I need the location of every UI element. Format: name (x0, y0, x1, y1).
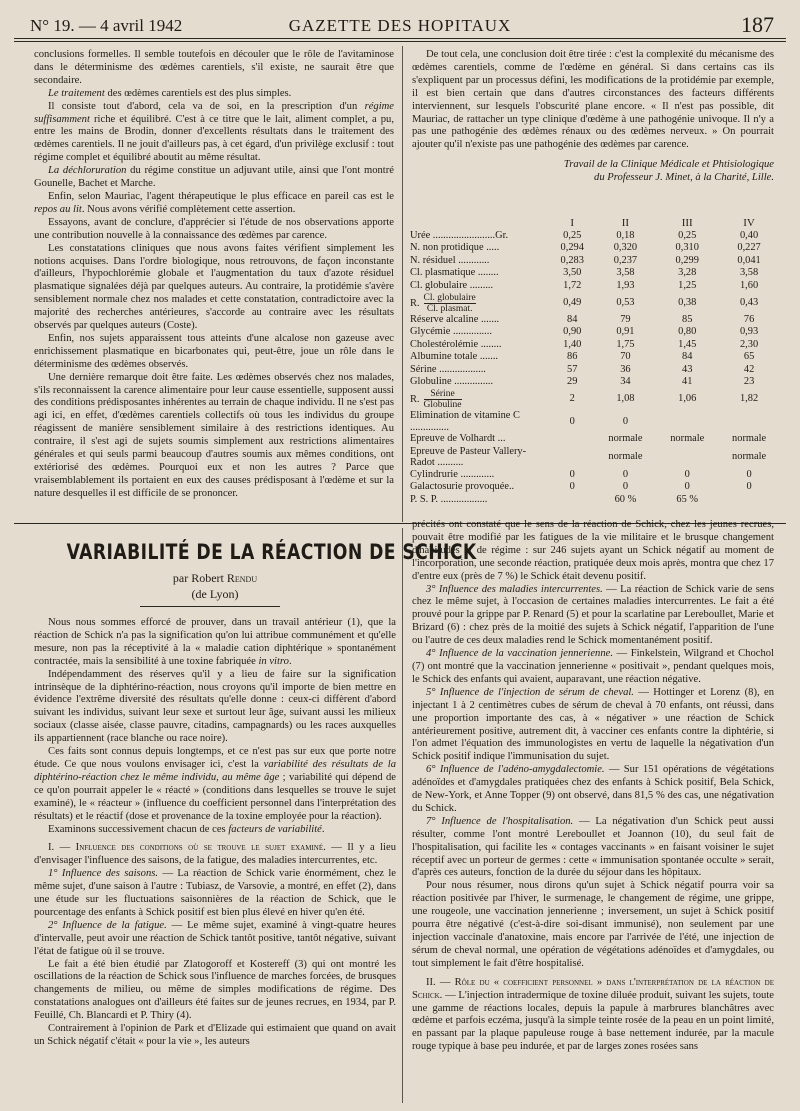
table-row (408, 351, 780, 363)
article-title: VARIABILITÉ DE LA RÉACTION DE SCHICK (66, 540, 477, 564)
table-cell: 2,30 (739, 338, 759, 350)
row-label: Globuline ............... (410, 376, 494, 388)
table-cell: 86 (567, 351, 578, 363)
table-cell: 0,93 (739, 326, 759, 338)
paragraph-text: Enfin, selon Mauriac, l'agent thérapeutique le plus efficace en pareil cas est le (48, 190, 394, 202)
paragraph: Le fait a été bien étudié par Zlatogoroff et Kostereff (3) qui ont montré les oscillations de la réaction de Schick sous l'influence de marches forcées, de brusques changements de milieu, ou même de simples modifications de régime. Des constatations analogues ont d'ailleurs été faites sur de jeunes recrues, en 1934, par P. Feuillé, Ch. Blancardi et P. Thiry (4). (34, 958, 396, 1022)
table-cell: 0 (746, 468, 752, 480)
paragraph: Essayons, avant de conclure, d'apprécier si l'étude de nos observations apporte une contribution nouvelle à la connaissance des œdèmes par carence. (34, 216, 394, 241)
table-cell: 0 (569, 415, 575, 427)
table-cell: 0,25 (563, 230, 582, 241)
row-label: Cylindrurie ............. (410, 468, 495, 480)
bottom-right-column (412, 519, 774, 1054)
row-label: Elimination de vitamine C ............... (410, 410, 520, 433)
paragraph: conclusions formelles. Il semble toutefois en découler que le rôle de l'avitaminose dans le déterminisme des œdèmes carentiels, s'il existe, ne saurait être que secondaire. (34, 49, 394, 86)
table-cell: 0,320 (613, 242, 638, 254)
author-line (34, 570, 396, 586)
paragraph-text: — La réaction de Schick varie de sens chez le même sujet, à l'occasion de certaines maladies intercurrentes. Le fait a été prouvé pour la grippe par P. Renard (5) et pour la scarlatine par Lereboullet, Marie et Brizard (6) : chez près de la moitié des sujets à Schick négatif, l'apparition de l'une ou l'autre de ces deux maladies rend le Schick momentanément positif. (412, 583, 774, 647)
table-cell: 60 % (614, 493, 637, 505)
row-label (408, 292, 550, 314)
table-cell: 0,227 (737, 242, 761, 254)
paragraph (34, 88, 394, 101)
table-cell: 3,58 (739, 267, 759, 279)
paragraph (34, 746, 396, 823)
table-row (408, 446, 780, 469)
table-cell: 42 (743, 363, 755, 375)
paragraph: Une dernière remarque doit être faite. Les œdèmes observés chez nos malades, s'ils reconnaissent la carence alimentaire pour leur cause essentielle, supposent aussi des conditions prédisposantes inhérentes au terrain de chaque individu. Il ne s'est pas agi ici, en effet, d'œdèmes carentiels collectifs où tous les individus du groupe réagissent de manière sensiblement similaire à des restrictions identiques. Au contraire, il s'est agi de sujets soumis simplement aux restrictions alimentaires générales et qui seuls parmi beaucoup d'autres soumis aux mêmes conditions, ont extériorisé des œdèmes. Pourquoi eux et non les autres ? Parce que vraisemblablement ils portaient en eux des causes prédisposant à l'œdème et sur la nature desquelles il est difficile de se prononcer. (34, 371, 394, 499)
table-cell: 0,53 (616, 296, 635, 308)
table-cell: 1,75 (616, 338, 635, 350)
fraction-numerator: Cl. globulaire (423, 292, 476, 303)
page-number: 187 (741, 12, 774, 37)
table-row (408, 267, 780, 279)
table-cell: 2 (569, 393, 575, 405)
table-cell (718, 410, 780, 433)
paragraph: De tout cela, une conclusion doit être tirée : c'est la complexité du mécanisme des œdèmes carentiels, comme de l'œdème en général. Si dans certains cas ils s'expliquent par un processus défini, les modifications de la protidémie par exemple, il est bien certain que dans d'autres circonstances des facteurs différents interviennent, sur lesquels l'obscurité plane encore. « Il n'est pas possible, dit Mauriac, de rattacher un type clinique d'œdème à une pathogénie univoque. Il n'y a pas une pathogénie des œdèmes rénaux ou des œdèmes nerveux. » On pourrait ajouter qu'il n'existe pas une pathogénie des œdèmes par carence. (412, 49, 774, 151)
table-cell (550, 446, 595, 469)
table-body (408, 230, 780, 506)
emphasis: variabilité des résultats de la diphtérino-réaction chez le même individu, au même âge (34, 758, 396, 783)
table-cell (550, 433, 595, 445)
header-rule (14, 38, 786, 39)
row-label: Réserve alcaline ....... (410, 314, 500, 326)
table-cell: 1,08 (616, 393, 635, 405)
paragraph (412, 584, 774, 649)
table-cell: 1,40 (563, 338, 582, 350)
paragraph (34, 165, 394, 191)
paragraph-text: riche et équilibré. C'est à ce titre que le lait, aliment complet, a pu, entre les mains de Brodin, donner d'excellents résultats dans le traitement des œdèmes carentiels. Il ne jouit d'ailleurs pas, à cet égard, d'un privilège exclusif : tout régime complet et équilibré aboutit au même résultat. (34, 113, 394, 164)
table-corner (408, 216, 550, 230)
paragraph-text: — La réaction de Schick varie énormément, chez le même sujet, d'une saison à l'autre : Tubiasz, de Varsovie, a montré, en effet (2), dans une étude sur les fluctuations saisonnières de la réaction de Schick, que le pourcentage des enfants à Schick positif est bien plus élevé en hiver qu'en été. (34, 868, 396, 918)
run-in-heading: 6° Influence de l'adéno-amygdalectomie. (426, 764, 605, 776)
table-cell: normale (670, 433, 705, 445)
paragraph-text: Examinons successivement chacun de ces (48, 823, 229, 835)
table-cell: 70 (620, 351, 631, 363)
paragraph (34, 101, 394, 166)
table-cell: 3,58 (616, 267, 635, 279)
paragraph-text: — Le même sujet, examiné à vingt-quatre heures d'intervalle, peut avoir une réaction de Schick tantôt positive, tantôt négative, suivant l'état de fatigue où il se trouve. (34, 919, 396, 957)
table-cell: 0,38 (678, 296, 697, 308)
table-cell: 0 (622, 481, 629, 493)
bottom-left-column (34, 617, 396, 1049)
fraction-denominator: Cl. plasmat. (426, 303, 473, 314)
table-cell: 76 (743, 314, 755, 326)
paragraph-text: Nous nous sommes efforcé de prouver, dans un travail antérieur (1), que la réaction de Schick n'a pas la signification qu'on lui attribue communément et qu'elle mesure, non pas la réceptivité à la « maladie cation diphtérique » spontanément contractée, mais la sensibilité à une toxine fabriquée (34, 617, 396, 667)
paragraph-text: — La négativation d'un Schick peut aussi résulter, comme l'ont montré Lereboullet et Joannon (10), du seul fait de l'hospitalisation, qui facilite les « contages vaccinants » en faisant voisiner le sujet réceptif avec un porteur de germes : cette « immunisation spontanée occulte » serait, d'après ces auteurs, fonction de la durée du séjour dans les hôpitaux. (412, 815, 775, 879)
emphasis: in vitro (258, 655, 289, 667)
table-cell: 0,90 (563, 326, 582, 338)
run-in-heading: 7° Influence de l'hospitalisation. (426, 815, 574, 827)
paragraph-text: . (288, 655, 292, 667)
table-cell: 36 (620, 363, 631, 375)
column-header: IV (743, 217, 755, 229)
row-label: N. résiduel ............ (410, 254, 490, 266)
table-cell: 0 (569, 468, 575, 480)
paragraph (34, 824, 396, 837)
row-label: Urée ........................Gr. (410, 230, 509, 242)
paragraph (34, 617, 396, 669)
table-row (408, 242, 780, 254)
table-cell: 0 (746, 481, 752, 493)
table-cell: 0,18 (616, 230, 635, 241)
table-cell (718, 494, 780, 506)
table-row (408, 255, 780, 267)
paragraph-text: Ces faits sont connus depuis longtemps, et ce n'est pas sur eux que porte notre étude. Ce que nous voulons envisager ici, c'est la (34, 746, 396, 770)
table-cell: 0,25 (678, 230, 697, 241)
row-label: Cl. globulaire ......... (410, 279, 494, 291)
table-row (408, 339, 780, 351)
run-in-heading: La déchloruration (48, 165, 127, 177)
table-cell: 29 (567, 376, 578, 388)
table-cell: 34 (620, 376, 631, 388)
table-cell: 0 (569, 481, 575, 493)
ratio-prefix: R. (410, 393, 420, 405)
table-cell (656, 410, 718, 433)
issue-date: N° 19. — 4 avril 1942 (30, 16, 183, 35)
table-row (408, 469, 780, 481)
paragraph-text: ; variabilité qui dépend de ce qu'on pourrait appeler le « réacté » (conditions dans lesquelles se trouve le sujet examiné), le « réacteur » (influence du coefficient personnel dans l'interprétation des résultats) et le réactif (dose et provenance de la toxine employée pour la réaction). (34, 771, 396, 822)
row-label: Cholestérolémie ........ (410, 338, 502, 350)
table-cell: normale (732, 451, 767, 463)
column-header: III (681, 217, 693, 229)
table-cell (550, 494, 595, 506)
paragraph: Enfin, nos sujets apparaissent tous atteints d'une alcalose non gazeuse avec enrichissement plasmatique en bicarbonates qui, peut-être, joue un rôle dans le déterminisme des œdèmes observés. (34, 332, 394, 370)
page-header (14, 8, 786, 38)
table-row (408, 376, 780, 388)
row-label: Glycémie ............... (410, 326, 492, 338)
row-label: Galactosurie provoquée.. (410, 481, 515, 493)
paragraph-text: — Hottinger et Lorenz (8), en injectant 1 à 2 centimètres cubes de sérum de cheval à 70 enfants, ont réussi, dans une proportion importante des cas, à « négativer » une réaction de Schick antérieurement positive, autrement dit, à vacciner ces enfants contre la diphtérie, si l'on admet l'équation des immunologistes en vertu de laquelle la négativation d'un Schick positif indique l'immunisation du sujet. (412, 686, 774, 763)
row-label: Cl. plasmatique ........ (410, 267, 499, 279)
paragraph-text: . (321, 823, 325, 835)
table-cell: 3,28 (678, 267, 697, 279)
paragraph-text: — Finkelstein, Wilgrand et Chochol (7) ont montré que la vaccination jennerienne « positivait », pendant quelques mois, le Schick des enfants qui avaient, auparavant, une réaction négative. (412, 648, 774, 685)
affiliation: (de Lyon) (191, 587, 239, 601)
paragraph (412, 648, 774, 687)
table-row (408, 388, 780, 410)
table-cell: 84 (567, 314, 578, 326)
credit-line: Travail de la Clinique Médicale et Phtisiologique (563, 159, 774, 171)
run-in-heading: 4° Influence de la vaccination jennerienne. (426, 648, 613, 660)
byline (34, 570, 396, 602)
paragraph (34, 920, 396, 959)
table-cell: 0,80 (678, 326, 697, 338)
table-cell: 65 % (676, 493, 699, 505)
row-label: Albumine totale ....... (410, 351, 499, 363)
paragraph: Pour nous résumer, nous dirons qu'un sujet à Schick négatif pourra voir sa réaction positivée par l'hiver, le surmenage, le changement de régime, une grippe, une rougeole, une vaccination jennerienne ; inversement, un sujet à Schick positif pourra être négativé (c'est-à-dire soi-disant immunisé), non seulement par une injection vaccinale d'anatoxine, mais encore par l'arrivée de l'été, une injection de sérum de cheval normal, une opération de végétations adénoïdes et d'amygdales, ou tout simplement le fait d'être hospitalisé. (412, 880, 774, 969)
table-row (408, 364, 780, 376)
paragraph-text: — Sur 151 opérations de végétations adénoïdes et d'amygdales pratiquées chez des enfants à Schick positif, Bela Schick, de New-York, et Anne Topper (9) ont observé, dans 81,5 % des cas, une négativation du Schick. (412, 764, 775, 814)
top-left-column (34, 49, 394, 501)
header-rule-thin (14, 41, 786, 42)
table-cell: 1,72 (563, 279, 582, 291)
table-cell: 23 (743, 376, 755, 388)
table-cell: 0,40 (739, 230, 759, 241)
credit-line: du Professeur J. Minet, à la Charité, Lille. (594, 172, 774, 184)
ratio-prefix: R. (410, 297, 420, 309)
table-row (408, 326, 780, 338)
column-divider-bottom (402, 528, 403, 1103)
table-cell: 85 (682, 314, 693, 326)
paragraph: Contrairement à l'opinion de Park et d'Elizade qui estimaient que quand on avait un Schick négatif c'était « pour la vie », les auteurs (34, 1023, 396, 1047)
table-cell: 0,49 (563, 296, 582, 308)
run-in-heading: 5° Influence de l'injection de sérum de cheval. (426, 686, 634, 698)
table-cell: 0,237 (613, 254, 638, 266)
paragraph-text: — L'injection intradermique de toxine diluée produit, suivant les sujets, toute une gamme de réactions locales, depuis la papule à marbrures blanchâtres avec œdème et parfois eczéma, jusqu'à la simple teinte rosée de la peau en un point limité, en passant par la plaque papuleuse rouge à base nettement indurée, par la macule rouge typique à base peu indurée, et par de larges zones rosées sans (412, 989, 774, 1053)
table-cell: 3,50 (563, 267, 582, 279)
table-cell: 41 (682, 376, 693, 388)
table-cell: 0,041 (737, 254, 761, 266)
run-in-heading: Le traitement (48, 87, 105, 99)
table-cell (656, 446, 718, 469)
table-cell: 1,82 (739, 393, 759, 405)
table-cell: 1,93 (616, 279, 635, 291)
paragraph-text: Il consiste tout d'abord, cela va de soi, en la prescription d'un (48, 100, 365, 112)
table-cell: 0 (622, 415, 629, 427)
paragraph-text: du régime constitue un adjuvant utile, ainsi que l'ont montré Gounelle, Bachet et Marche. (34, 165, 394, 190)
table-cell: normale (608, 433, 643, 445)
section-heading: II. — Rôle du « coefficient personnel » dans l'interprétation de la réaction de Schick. (412, 976, 774, 1001)
row-label: N. non protidique ..... (410, 242, 500, 254)
paragraph (34, 191, 394, 217)
paragraph (34, 868, 396, 920)
paragraph (412, 687, 774, 764)
table-cell: 1,60 (739, 279, 759, 291)
table-row (408, 314, 780, 326)
column-header: I (570, 217, 575, 229)
table-cell: normale (732, 433, 767, 445)
table-cell: normale (608, 451, 643, 463)
table-row (408, 410, 780, 433)
emphasis: facteurs de variabilité (228, 823, 322, 835)
ratio-fraction (424, 389, 462, 410)
ratio-fraction (424, 293, 476, 314)
section-heading: I. — Influence des conditions où se trouve le sujet examiné. (48, 842, 326, 854)
table-cell: 1,45 (678, 338, 697, 350)
section-paragraph (34, 842, 396, 868)
run-in-heading: 2° Influence de la fatigue. (48, 919, 167, 931)
table-cell: 0 (622, 468, 629, 480)
title-divider (140, 606, 280, 607)
column-header: II (621, 217, 630, 229)
column-divider-top (402, 46, 403, 522)
table-cell: 0,91 (616, 326, 635, 338)
table-row (408, 494, 780, 506)
fraction-numerator: Sérine (424, 389, 462, 400)
table-cell: 0,43 (739, 296, 759, 308)
table-header-row (408, 216, 780, 230)
table-cell: 0,310 (675, 242, 699, 254)
paragraph: précités ont constaté que le sens de la réaction de Schick, chez les jeunes recrues, pouvait être modifié par les fatigues de la vie militaire et le brusque changement d'habitudes et de régime : sur 246 sujets ayant un Schick négatif au moment de l'incorporation, une seconde réaction, pratiquée deux mois après, montra que chez 17 d'entre eux (près de 7 %) le Schick était devenu positif. (412, 519, 774, 582)
byline-prefix: par Robert (172, 571, 227, 585)
table-cell: 0 (684, 481, 690, 493)
row-label (408, 388, 550, 410)
results-table (408, 216, 780, 506)
row-label: Epreuve de Pasteur Vallery-Radot .......... (410, 445, 527, 469)
table-row (408, 481, 780, 493)
paragraph: Indépendamment des réserves qu'il y a lieu de faire sur la signification intrinsèque de la diphtérino-réaction, nous croyons qu'il importe de bien mettre en évidence l'extrême diversité des résultats qu'elle donne : ceux-ci diffèrent d'abord suivant les individus, suivant leur sexe et surtout leur âge, suivant aussi les milieux sociaux (classe aisée, classe pauvre, citadins, campagnards) ou les races auxquelles ils appartiennent (race blanche ou race noire). (34, 668, 396, 745)
emphasis: régime suffisamment (34, 100, 394, 125)
paragraph-text: des œdèmes carentiels est des plus simples. (104, 87, 292, 99)
table-row (408, 433, 780, 445)
top-right-column (412, 49, 774, 184)
table-cell: 0 (684, 468, 690, 480)
table-cell: 43 (682, 363, 693, 375)
table-cell: 84 (682, 351, 693, 363)
row-label: Epreuve de Volhardt ... (410, 433, 506, 445)
table-cell: 79 (620, 314, 631, 326)
table-cell: 1,06 (678, 393, 697, 405)
emphasis: repos au lit (34, 203, 82, 215)
work-credit (412, 158, 774, 184)
table-cell: 65 (743, 351, 755, 363)
table-cell: 1,25 (678, 279, 697, 291)
paragraph-text: — Il y a lieu d'envisager l'influence des saisons, de la fatigue, des maladies intercurrentes, etc. (34, 842, 396, 867)
row-label: P. S. P. .................. (410, 493, 488, 505)
paragraph (412, 764, 774, 816)
run-in-heading: 1° Influence des saisons. (48, 868, 159, 880)
table-cell: 0,299 (675, 254, 699, 266)
table-row (408, 292, 780, 314)
run-in-heading: 3° Influence des maladies intercurrentes. (426, 583, 603, 595)
row-label: Sérine .................. (410, 363, 486, 375)
section-paragraph (412, 977, 774, 1054)
fraction-denominator: Globuline (423, 399, 462, 410)
table-row (408, 230, 780, 242)
paragraph (412, 816, 774, 881)
table-cell: 0,294 (560, 242, 584, 254)
paragraph: Les constatations cliniques que nous avons faites vérifient simplement les notions acquises. Dans l'ordre biologique, nous retrouvons, de façon inconstante d'ailleurs, l'hypochlorémie globale et l'augmentation du taux d'azote résiduel plasmatique signalées déjà par quelques auteurs. Au contraire, la protidémie s'avère sensiblement normale chez nos malades et cette constatation, contradictoire avec la majorité des recherches antérieures, s'accorde au contraire avec les résultats observés par quelques auteurs (Coste). (34, 242, 394, 332)
author-name: Rendu (226, 571, 258, 585)
table-cell: 57 (567, 363, 578, 375)
table-cell: 0,283 (560, 254, 584, 266)
table-row (408, 280, 780, 292)
journal-name: GAZETTE DES HOPITAUX (288, 16, 512, 35)
paragraph-text: . Nous avons vérifié complètement cette assertion. (81, 203, 296, 215)
